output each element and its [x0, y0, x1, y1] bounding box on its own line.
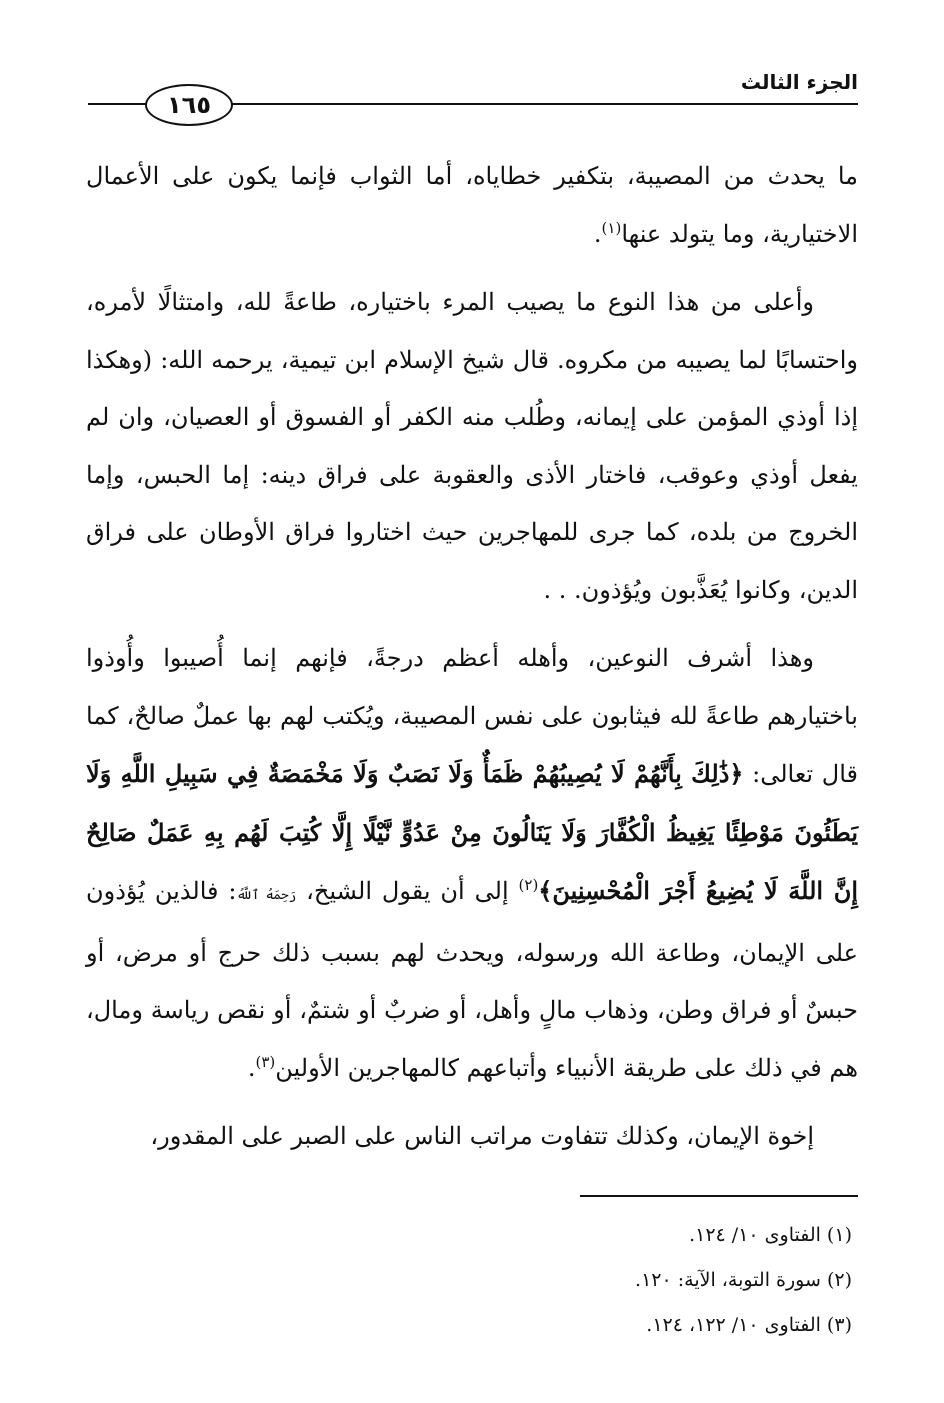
footnote-1: (١) الفتاوى ١٠/ ١٢٤.	[689, 1224, 852, 1246]
paragraph-3-end: .	[247, 1053, 256, 1082]
footnote-marker-1: (١)	[601, 218, 622, 237]
quran-verse: ﴿ذَٰلِكَ بِأَنَّهُمْ لَا يُصِيبُهُمْ ظَمَأٌ وَلَا نَصَبٌ وَلَا مَخْمَصَةٌ فِي سَبِيلِ اللَّهِ وَلَا يَطَئُونَ مَوْطِئًا يَغِيظُ الْكُفَّارَ وَلَا يَنَالُونَ مِنْ عَدُوٍّ نَّيْلًا إِلَّا كُتِبَ لَهُم بِهِ عَمَلٌ صَالِحٌ إِنَّ اللَّهَ لَا يُضِيعُ أَجْرَ الْمُحْسِنِينَ﴾	[86, 759, 858, 905]
paragraph-4-text: إخوة الإيمان، وكذلك تتفاوت مراتب الناس على الصبر على المقدور،	[150, 1122, 814, 1150]
rahimahullah-glyph: رَحِمَهُ ٱللَّهُ	[236, 888, 297, 903]
running-header-title: الجزء الثالث	[740, 70, 858, 94]
paragraph-4	[86, 1108, 858, 1166]
footnote-2: (٢) سورة التوبة، الآية: ١٢٠.	[635, 1269, 852, 1291]
main-text	[86, 148, 858, 1166]
footnotes	[86, 1213, 852, 1348]
paragraph-3-transition: إلى أن يقول الشيخ،	[306, 877, 509, 905]
page-number-oval: ١٦٥	[145, 84, 233, 126]
paragraph-1	[86, 148, 858, 263]
paragraph-2-text: وأعلى من هذا النوع ما يصيب المرء باختياره، طاعةً لله، وامتثالًا لأمره، واحتسابًا لما يصيبه من مكروه. قال شيخ الإسلام ابن تيمية، يرحمه الله: (وهكذا إذا أوذي المؤمن على إيمانه، وطُلب منه الكفر أو الفسوق أو العصيان، وان لم يفعل أوذي وعوقب، فاختار الأذى والعقوبة على فراق دينه: إما الحبس، وإما الخروج من بلده، كما جرى للمهاجرين حيث اختاروا فراق الأوطان على فراق الدين، وكانوا يُعَذَّبون ويُؤذون. . .	[86, 288, 858, 604]
footnote-3: (٣) الفتاوى ١٠/ ١٢٢، ١٢٤.	[646, 1314, 852, 1336]
footnote-divider	[580, 1195, 858, 1197]
paragraph-1-end: .	[593, 219, 602, 248]
paragraph-3-quote: : فالذين يُؤذون على الإيمان، وطاعة الله ورسوله، ويحدث لهم بسبب ذلك حرج أو مرض، أو حبسٌ أو فراق وطن، وذهاب مالٍ وأهل، أو ضربٌ أو شتمٌ، أو نقص رياسة ومال، هم في ذلك على طريقة الأنبياء وأتباعهم كالمهاجرين الأولين	[86, 877, 858, 1082]
paragraph-1-text: ما يحدث من المصيبة، بتكفير خطاياه، أما الثواب فإنما يكون على الأعمال الاختيارية، وما يتولد عنها	[86, 162, 858, 248]
footnote-marker-2: (٢)	[518, 876, 539, 894]
paragraph-3	[86, 630, 858, 1097]
paragraph-3-intro: وهذا أشرف النوعين، وأهله أعظم درجةً، فإنهم إنما أُصيبوا وأُوذوا باختيارهم طاعةً لله فيثابون على نفس المصيبة، ويُكتب لهم بها عملٌ صالحٌ، كما قال تعالى:	[86, 644, 858, 788]
footnote-marker-3: (٣)	[255, 1052, 276, 1071]
paragraph-2	[86, 274, 858, 619]
